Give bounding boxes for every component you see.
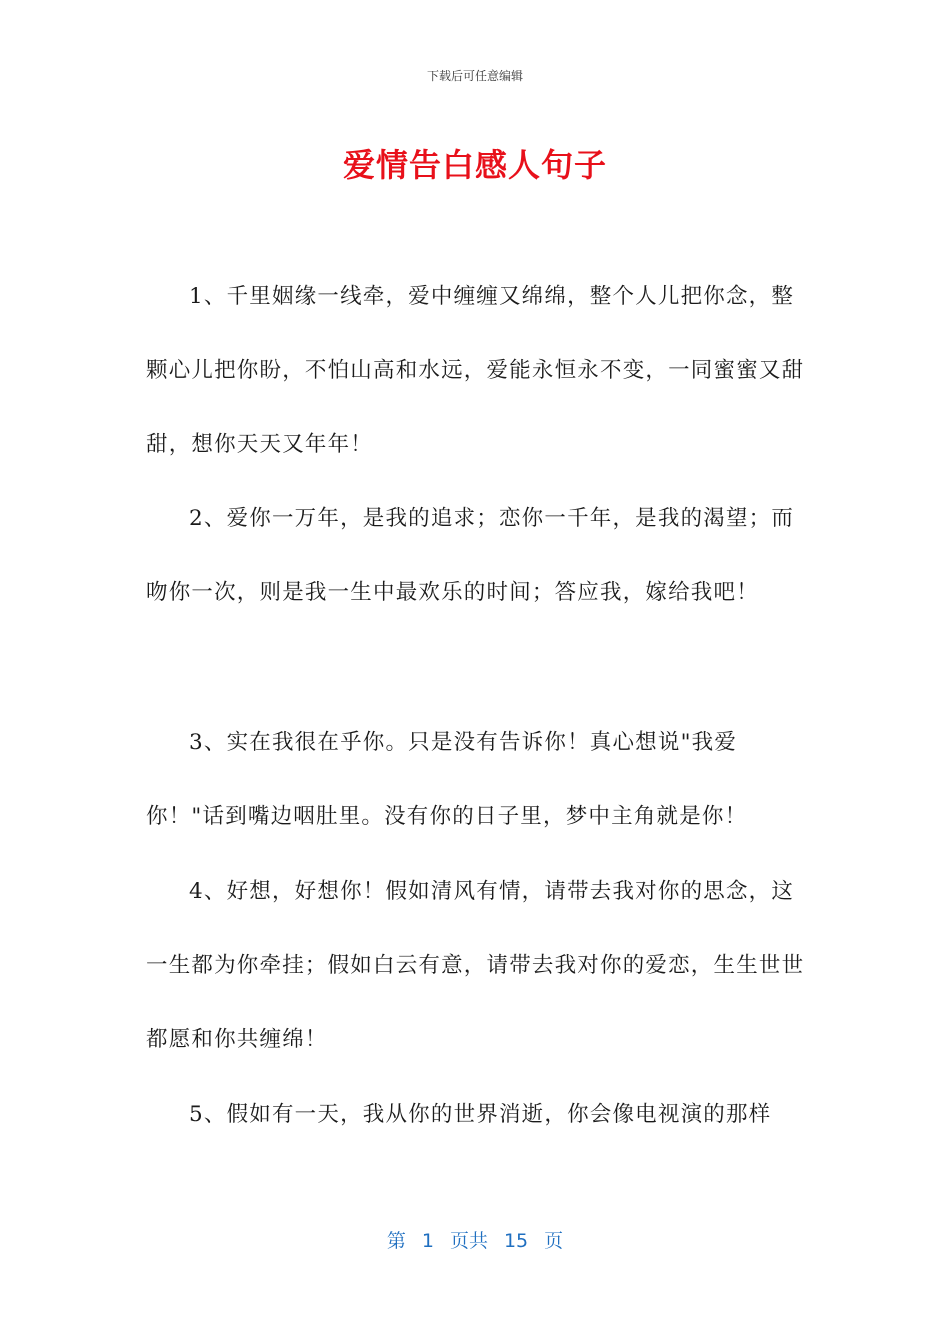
footer-suffix: 页: [544, 1230, 564, 1252]
paragraph-1: 1、千里姻缘一线牵，爱中缠缠又绵绵，整个人儿把你念，整颗心儿把你盼，不怕山高和水远，爱能永恒永不变，一同蜜蜜又甜甜，想你天天又年年！: [146, 284, 805, 457]
paragraph-5: 5、假如有一天，我从你的世界消逝，你会像电视演的那样: [189, 1102, 772, 1127]
footer-middle: 页共: [449, 1230, 488, 1252]
header-note: 下载后可任意编辑: [426, 69, 523, 83]
page-number: 1: [421, 1230, 434, 1252]
page-footer: [0, 1226, 950, 1253]
page-total: 15: [503, 1230, 529, 1252]
paragraph-4: 4、好想，好想你！假如清风有情，请带去我对你的思念，这一生都为你牵挂；假如白云有意，请带去我对你的爱恋，生生世世都愿和你共缠绵！: [146, 879, 805, 1052]
footer-prefix: 第: [386, 1230, 406, 1252]
paragraph-2: 2、爱你一万年，是我的追求；恋你一千年，是我的渴望；而吻你一次，则是我一生中最欢乐的时间；答应我，嫁给我吧！: [146, 506, 795, 605]
document-title: 爱情告白感人句子: [342, 146, 607, 184]
paragraph-3: 3、实在我很在乎你。只是没有告诉你！真心想说"我爱你！"话到嘴边咽肚里。没有你的日子里，梦中主角就是你！: [146, 730, 748, 829]
